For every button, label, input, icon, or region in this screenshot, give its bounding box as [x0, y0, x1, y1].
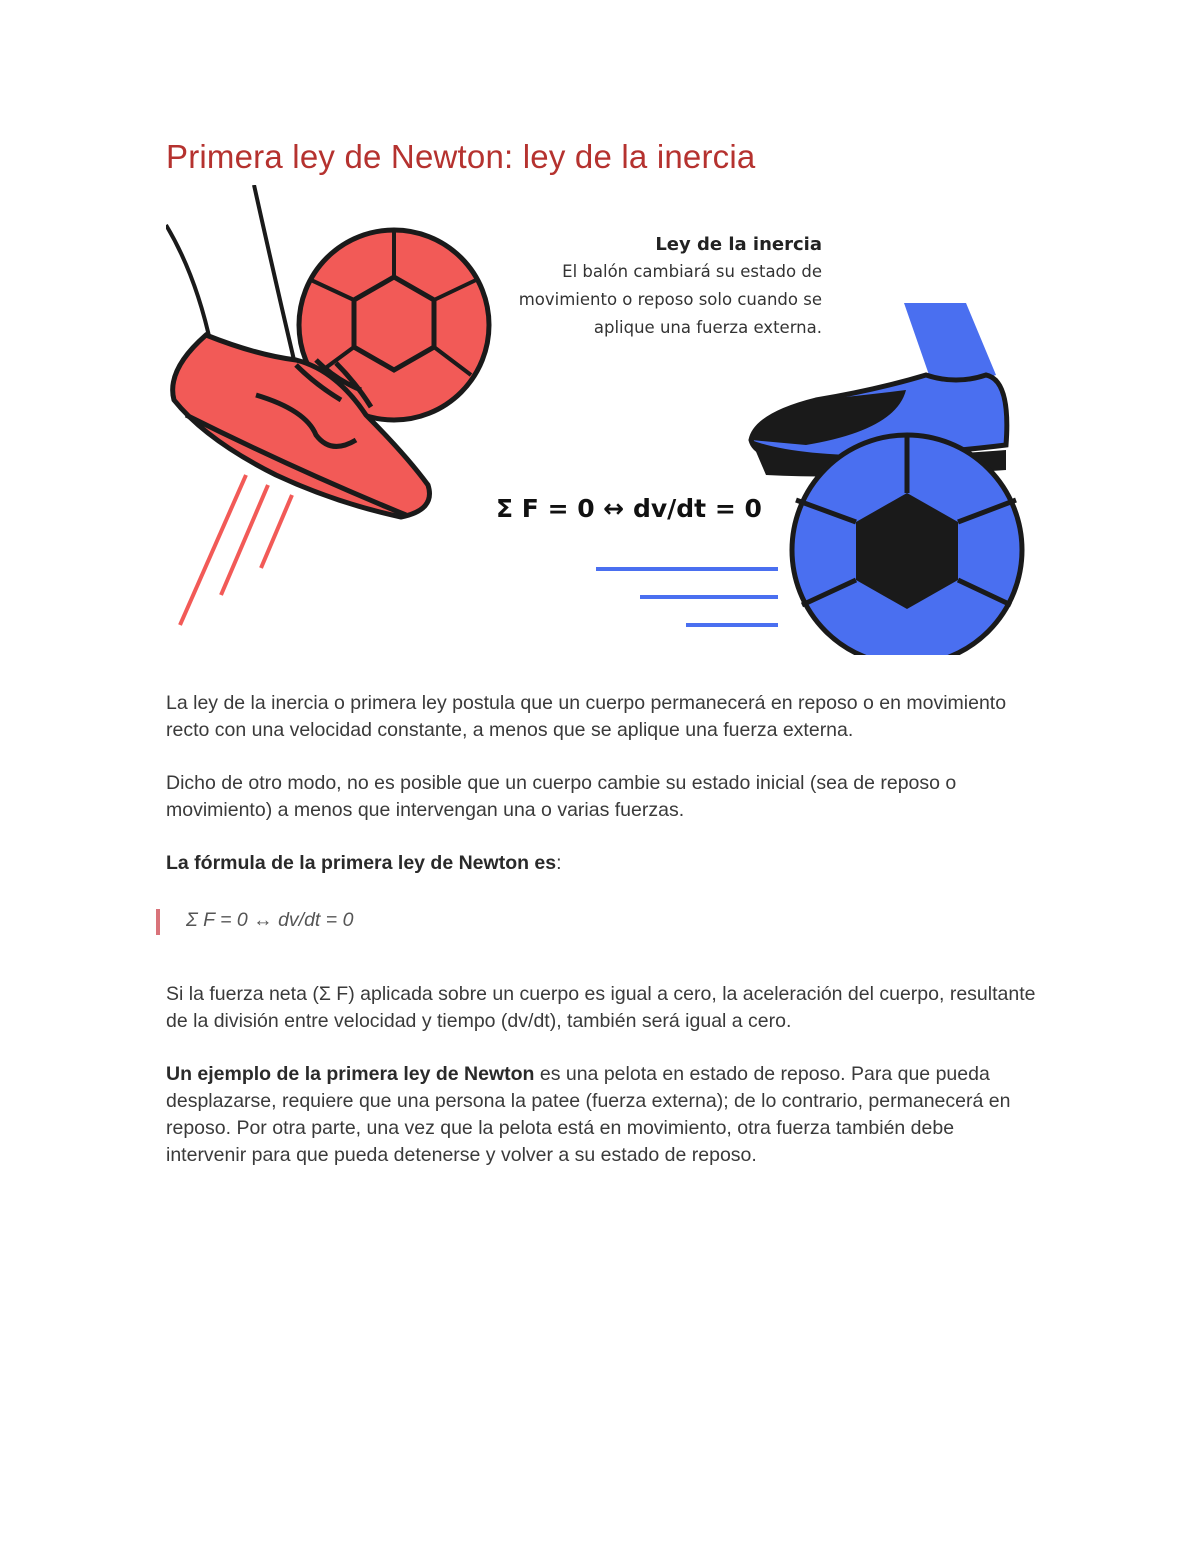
illustration-caption — [480, 232, 822, 342]
formula-lead — [166, 850, 1036, 877]
document-body — [166, 690, 1036, 1195]
page-title: Primera ley de Newton: ley de la inercia — [166, 138, 756, 175]
paragraph-explanation: Si la fuerza neta (Σ F) aplicada sobre un cuerpo es igual a cero, la aceleración del cuerpo, resultante de la división entre velocidad y tiempo (dv/dt), también será igual a cero. — [166, 983, 1036, 1032]
caption-title: Ley de la inercia — [655, 234, 822, 255]
illustration-formula: Σ F = 0 ↔ dv/dt = 0 — [496, 494, 762, 523]
formula-quote — [156, 907, 1036, 937]
paragraph-example — [166, 1061, 1036, 1169]
paragraph-definition: La ley de la inercia o primera ley postula que un cuerpo permanecerá en reposo o en movimiento recto con una velocidad constante, a menos que se aplique una fuerza externa. — [166, 692, 1007, 741]
formula-lead-bold: La fórmula de la primera ley de Newton es — [166, 852, 557, 874]
formula-text: Σ F = 0 ↔ dv/dt = 0 — [186, 909, 354, 931]
example-bold: Un ejemplo de la primera ley de Newton — [166, 1063, 535, 1085]
quote-bar — [156, 909, 160, 935]
blue-ball-illustration — [596, 303, 1022, 655]
formula-lead-rest: : — [556, 852, 562, 874]
paragraph-restatement: Dicho de otro modo, no es posible que un cuerpo cambie su estado inicial (sea de reposo o movimiento) a menos que intervengan una o varias fuerzas. — [166, 772, 957, 821]
caption-body: El balón cambiará su estado de movimiento o reposo solo cuando se aplique una fuerza externa. — [518, 262, 822, 337]
red-kick-illustration — [166, 185, 489, 625]
example-rest: es una pelota en estado de reposo. Para que pueda desplazarse, requiere que una persona la patee (fuerza externa); de lo contrario, permanecerá en reposo. Por otra parte, una vez que la pelota está en movimiento, otra fuerza también debe intervenir para que pueda detenerse y volver a su estado de reposo. — [166, 1063, 1011, 1166]
